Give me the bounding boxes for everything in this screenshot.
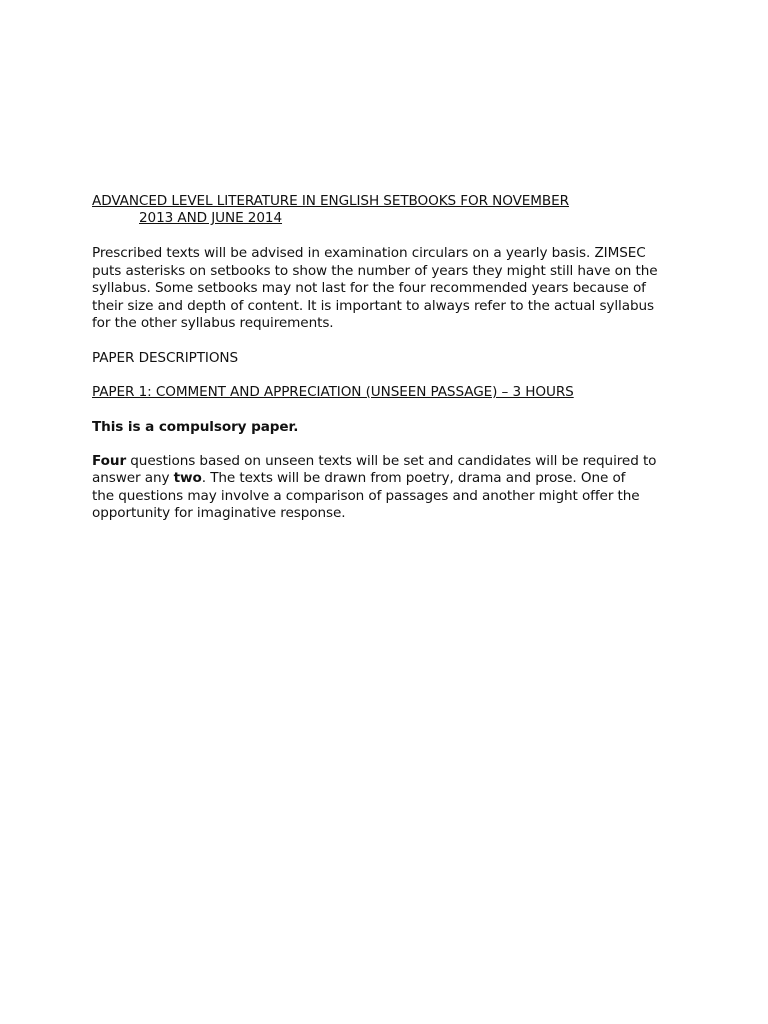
intro-line-5: for the other syllabus requirements.: [92, 315, 334, 331]
intro-paragraph: [92, 245, 682, 333]
compulsory-note: This is a compulsory paper.: [92, 418, 299, 435]
paper1-body-line-1-rest: questions based on unseen texts will be set and candidates will be required to: [126, 452, 657, 469]
paper1-body-bold-two: two: [173, 470, 202, 486]
paper1-body: [92, 453, 682, 523]
intro-line-3: syllabus. Some setbooks may not last for the four recommended years because of: [92, 280, 646, 296]
document-page: [92, 193, 682, 523]
paper1-body-line-1: [92, 453, 682, 471]
title-line-1: ADVANCED LEVEL LITERATURE IN ENGLISH SETBOOKS FOR NOVEMBER: [92, 193, 569, 209]
paper1-body-line-3: the questions may involve a comparison of passages and another might offer the: [92, 487, 640, 504]
document-title: [92, 193, 682, 227]
title-line-2: 2013 AND JUNE 2014: [139, 210, 283, 226]
paper1-body-line-4: opportunity for imaginative response.: [92, 505, 346, 521]
section-heading: PAPER DESCRIPTIONS: [92, 349, 239, 366]
paper1-heading: PAPER 1: COMMENT AND APPRECIATION (UNSEEN PASSAGE) – 3 HOURS: [92, 383, 574, 400]
paper1-body-bold-four: Four: [92, 452, 127, 469]
paper1-body-line-2: [92, 470, 682, 488]
intro-line-2: puts asterisks on setbooks to show the number of years they might still have on the: [92, 262, 658, 279]
intro-line-4: their size and depth of content. It is important to always refer to the actual syllabus: [92, 297, 654, 314]
intro-line-1: Prescribed texts will be advised in examination circulars on a yearly basis. ZIMSEC: [92, 245, 646, 261]
paper1-body-line-2-rest: . The texts will be drawn from poetry, drama and prose. One of: [201, 470, 626, 486]
paper1-body-line-2-start: answer any: [92, 470, 174, 486]
